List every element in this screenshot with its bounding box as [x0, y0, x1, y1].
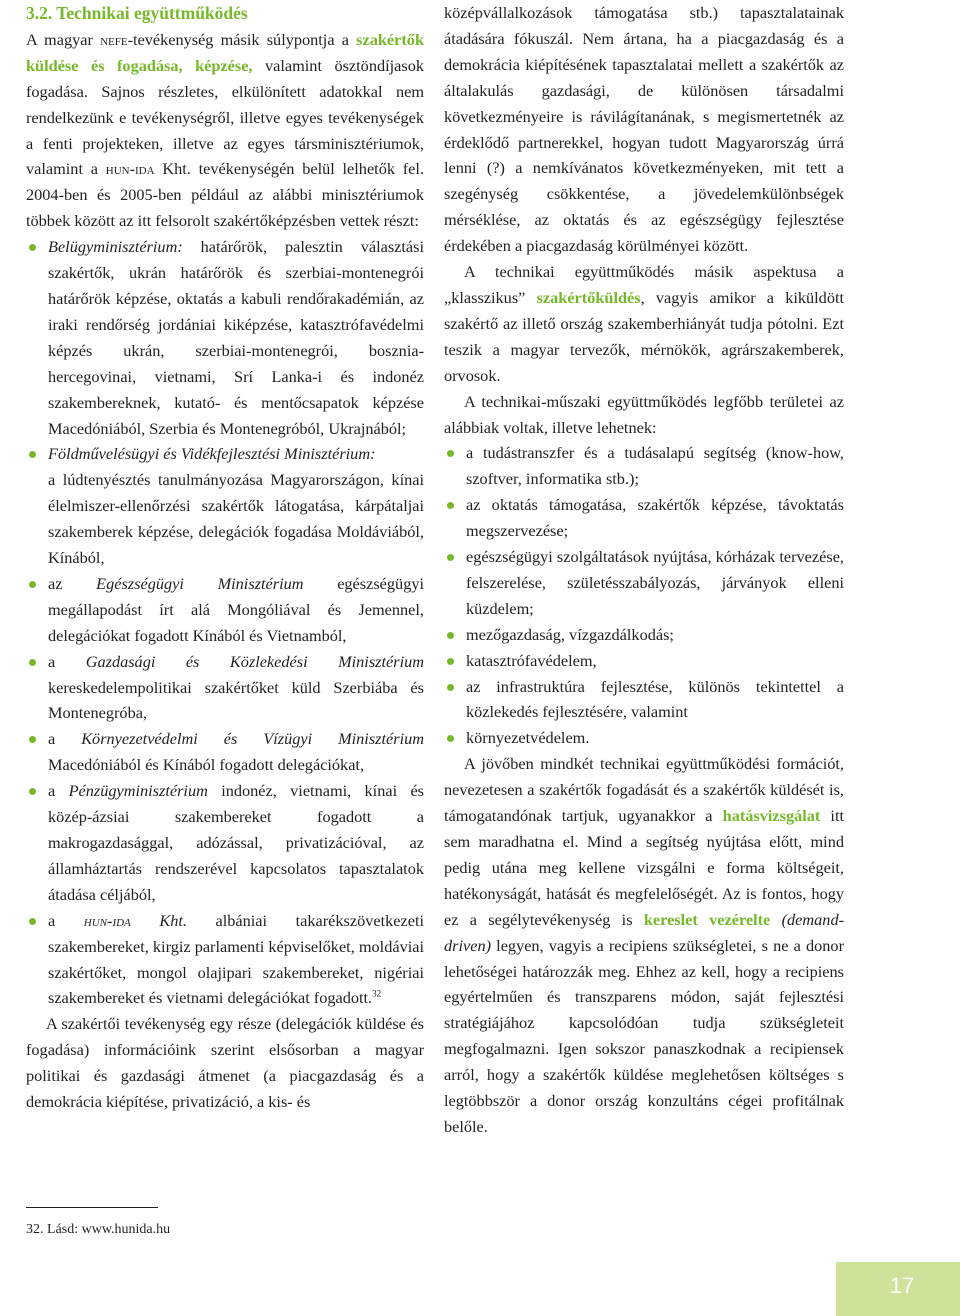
list-item: [26, 571, 424, 649]
list-item-text: Macedóniából és Kínából fogadott delegációkat,: [48, 755, 365, 775]
list-item: katasztrófavédelem,: [444, 648, 844, 674]
hun-ida-acronym: hun-ida: [105, 159, 155, 179]
text-run: Kht.: [130, 910, 187, 930]
list-item: [26, 649, 424, 727]
list-item: [26, 778, 424, 908]
text-run: a: [48, 729, 82, 749]
list-item-text: a lúdtenyésztés tanulmányozása Magyarországon, kínai élelmiszer-ellenőrzési szakértők látogatása, kárpátaljai szakemberek képzése, delegációk fogadása Moldáviából, Kínából,: [48, 470, 424, 568]
text-run: -tevékenység másik súlypontja a: [127, 29, 357, 49]
text-run: Kht. tevékenységén belül lelhetők fel. 2004-ben és 2005-ben például az alábbi minisztériumok többek között az itt felsorolt szakértőképzésben vettek részt:: [26, 159, 424, 231]
cooperation-areas-list: [444, 440, 844, 751]
list-item: [26, 726, 424, 778]
list-item-text: kereskedelempolitikai szakértőket küld Szerbiába és Montenegróba,: [48, 677, 424, 723]
list-item-text: indonéz, vietnami, kínai és közép-ázsiai szakembereket fogadott a makrogazdasággal, adózással, privatizációval, az államháztartás rendszerével kapcsolatos tapasztalatok átadása céljából,: [48, 781, 425, 904]
aspect-paragraph: [444, 259, 844, 389]
text-run: a: [48, 651, 86, 671]
footnote-ref[interactable]: 32: [372, 989, 382, 1000]
nefe-acronym: nefe: [100, 29, 128, 49]
hun-ida-acronym: hun-ida: [83, 910, 131, 930]
list-item-text: egészségügyi megállapodást írt alá Mongóliával és Jemennel, delegációkat fogadott Kínából és Vietnamból,: [48, 573, 424, 645]
list-item: egészségügyi szolgáltatások nyújtása, kórházak tervezése, felszerelése, születésszabályozás, járványok elleni küzdelem;: [444, 544, 844, 622]
ministry-name: Környezetvédelmi és Vízügyi Minisztérium: [81, 729, 425, 749]
list-item: az oktatás támogatása, szakértők képzése, távoktatás megszervezése;: [444, 492, 844, 544]
ministry-list: [26, 234, 424, 1011]
right-column: [444, 0, 844, 1140]
footnote: 32. Lásd: www.hunida.hu: [26, 1222, 171, 1237]
highlight-term: hatásvizsgálat: [722, 806, 821, 826]
text-run: A jövőben mindkét technikai együttműködési formációt, nevezetesen a szakértők fogadását és a szakértők küldését is, támogatandónak tartjuk, ugyanakkor a: [444, 754, 844, 826]
footnote-divider: [26, 1207, 158, 1208]
highlight-term: szakértők küldése és fogadása, képzése,: [26, 29, 424, 75]
text-run: a: [48, 910, 84, 930]
highlight-term: szakértőküldés: [536, 287, 641, 307]
list-item: a tudástranszfer és a tudásalapú segítség (know-how, szoftver, informatika stb.);: [444, 440, 844, 492]
text-run: a: [48, 781, 69, 801]
continued-paragraph: középvállalkozások támogatása stb.) tapasztalatainak átadására fókuszál. Nem ártana, ha a piacgazdaság és a demokrácia kiépítésének tapasztalatai mellett a szakértők az általakulás gazdasági, de különösen társadalmi következményeire is rávilágítanának, s megismertetnék az érdeklődő partnerekkel, hogyan tudott Magyarország úrrá lenni (?) a nemkívánatos következményeken, mit tett a szegénység csökkentése, a jövedelemkülönbségek mérséklése, az oktatás és az egészségügy fejlesztése érdekében a piacgazdaság körülményei között.: [444, 3, 844, 256]
italic-term: (demand-driven): [444, 909, 845, 955]
ministry-name: Belügyminisztérium:: [48, 237, 183, 257]
list-item: [26, 234, 424, 441]
page-number: 17: [889, 1273, 915, 1298]
list-item: az infrastruktúra fejlesztése, különös tekintettel a közlekedés fejlesztésére, valamint: [444, 674, 844, 726]
left-column: [26, 0, 424, 1115]
text-run: , vagyis amikor a kiküldött szakértő az illető ország szakemberhiányát tudja pótolni. Ezt teszik a magyar tervezők, mérnökök, agrárszakemberek, orvosok.: [444, 287, 845, 385]
ministry-name: Földművelésügyi és Vidékfejlesztési Minisztérium:: [48, 444, 376, 464]
ministry-name: Egészségügyi Minisztérium: [96, 573, 304, 593]
intro-paragraph: [26, 27, 424, 234]
future-paragraph: [444, 751, 844, 1140]
list-item: mezőgazdaság, vízgazdálkodás;: [444, 622, 844, 648]
list-item: környezetvédelem.: [444, 725, 844, 751]
list-item: [26, 441, 424, 571]
text-run: az: [48, 573, 97, 593]
list-item: [26, 908, 424, 1012]
text-run: A magyar: [26, 29, 101, 49]
text-run: valamint ösztöndíjasok fogadása. Sajnos részletes, elkülönített adatokkal nem rendelkezünk e tevékenységről, illetve egyes tevékenységek a fenti projekteken, illetve az egyes társminisztériumok, valamint a: [26, 55, 424, 179]
ministry-name: Gazdasági és Közlekedési Minisztérium: [85, 651, 425, 671]
list-item-text: határőrök, palesztin választási szakértők, ukrán határőrök és szerbiai-montenegrói határőrök képzése, oktatás a kabuli rendőrakadémián, az iraki rendőrség jordániai kiképzése, katasztrófavédelmi képzés ukrán, szerbiai-montenegrói, bosznia-hercegovinai, vietnami, Srí Lanka-i és indonéz szakembereknek, kutató- és mentőcsapatok képzése Macedóniából, Szerbia és Montenegróból, Ukrajnából;: [48, 237, 424, 438]
areas-intro: A technikai-műszaki együttműködés legfőbb területei az alábbiak voltak, illetve lehetnek:: [444, 391, 844, 437]
text-run: itt sem maradhatna el. Mind a segítség nyújtása előtt, mind pedig utána meg kellene vizsgálni e forma költségeit, hatékonyságát, hatását és megfelelőségét. Az is fontos, hogy ez a segélytevékenység is: [444, 806, 844, 929]
closing-paragraph: A szakértői tevékenység egy része (delegációk küldése és fogadása) információink szerint elsősorban a magyar politikai és gazdasági átmenet (a piacgazdaság és a demokrácia kiépítése, privatizáció, a kis- és: [26, 1014, 424, 1112]
list-item-text: albániai takarékszövetkezeti szakembereket, kirgiz parlamenti képviselőket, moldáviai szakértőket, mongol olajipari szakembereket, nigériai szakembereket és vietnami delegációkat fogadott.: [48, 910, 424, 1008]
text-run: A technikai együttműködés másik aspektusa a „klasszikus”: [444, 262, 844, 307]
text-run: legyen, vagyis a recipiens szükségletei, s ne a donor lehetőségei határozzák meg. Ehhez az kell, hogy a recipiens egyértelműen és transzparens módon, saját fejlesztési stratégiájához kapcsolódóan tudja szükségleteit megfogalmazni. Igen sokszor panaszkodnak a recipiensek arról, hogy a szakértők küldése meglehetősen költséges s legtöbbször a donor ország konzultáns cégei profitálnak belőle.: [444, 935, 844, 1136]
ministry-name: Pénzügyminisztérium: [68, 781, 208, 801]
highlight-term: kereslet vezérelte: [643, 909, 771, 929]
section-heading: 3.2. Technikai együttműködés: [26, 3, 248, 23]
